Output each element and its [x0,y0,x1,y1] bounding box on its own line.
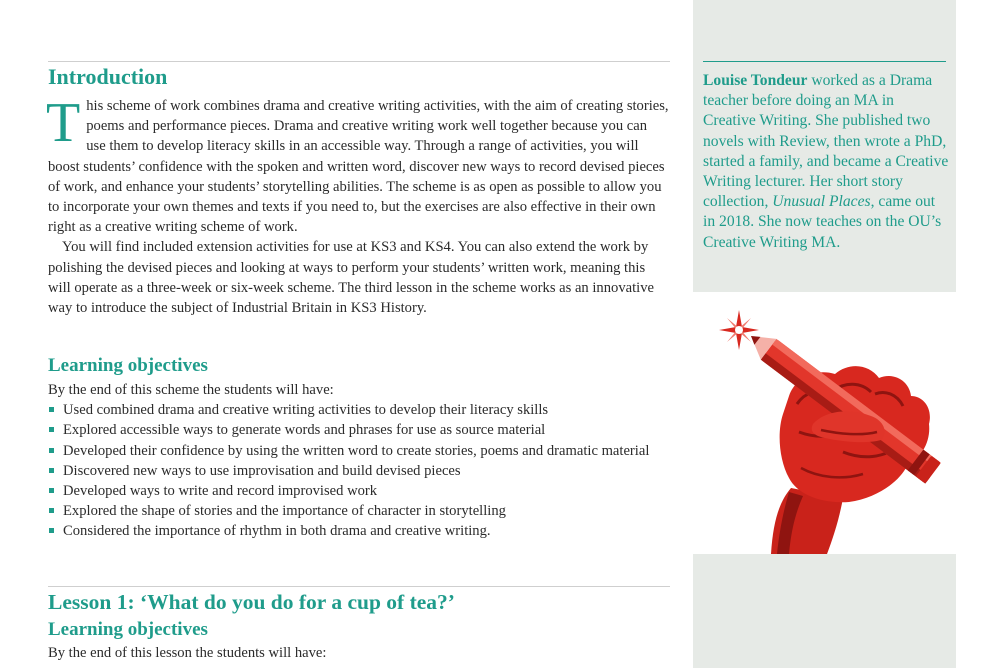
section-divider [48,586,670,587]
author-name: Louise Tondeur [703,72,808,89]
list-item: Considered the importance of rhythm in both drama and creative writing. [48,521,670,541]
introduction-paragraph-1: This scheme of work combines drama and creative writing activities, with the aim of creating stories, poems and performance pieces. Drama and creative writing work well together because you can use them to develop literacy skills in an accessible way. Through a range of activities, you will boost students’ confidence with the spoken and written word, discover new ways to record devised pieces of work, and enhance your students’ storytelling abilities. The scheme is as open as possible to allow you to incorporate your own themes and texts if you need to, but the exercises are also effective in their own right as a creative writing scheme of work. [46,92,669,236]
lesson-1-intro: By the end of this lesson the students will have: [48,645,327,661]
list-item: Developed their confidence by using the written word to create stories, poems and dramatic material [48,441,670,461]
learning-objectives-heading: Learning objectives [48,355,208,376]
list-item: Discovered new ways to use improvisation and build devised pieces [48,461,670,481]
section-divider [48,61,670,62]
author-bio: Louise Tondeur worked as a Drama teacher before doing an MA in Creative Writing. She published two novels with Review, then wrote a PhD, started a family, and became a Creative Writing lecturer. Her short story collection, Unusual Places, came out in 2018. She now teaches on the OU’s Creative Writing MA. [703,72,949,251]
red-fist-holding-pencil-icon [693,292,956,554]
list-item: Explored the shape of stories and the importance of character in storytelling [48,501,670,521]
list-item: Developed ways to write and record improvised work [48,481,670,501]
introduction-body [46,92,670,318]
list-item: Used combined drama and creative writing activities to develop their literacy skills [48,400,670,420]
lesson-1-objectives-heading: Learning objectives [48,619,208,640]
book-title: Unusual Places [772,193,871,211]
learning-objectives-body [48,380,670,542]
sidebar-rule [703,61,946,62]
objectives-intro: By the end of this scheme the students will have: [48,382,334,398]
introduction-heading: Introduction [48,64,168,89]
list-item: Explored accessible ways to generate words and phrases for use as source material [48,420,670,440]
illustration-panel [693,292,956,554]
lesson-1-heading: Lesson 1: ‘What do you do for a cup of tea?’ [48,590,455,614]
introduction-paragraph-2: You will find included extension activities for use at KS3 and KS4. You can also extend the work by polishing the devised pieces and looking at ways to perform your students’ written work, meaning this will operate as a three-week or six-week scheme. The third lesson in the scheme works as an innovative way to introduce the subject of Industrial Britain in KS3 History. [48,239,654,317]
objectives-list [48,400,670,541]
drop-cap: T [46,92,81,154]
